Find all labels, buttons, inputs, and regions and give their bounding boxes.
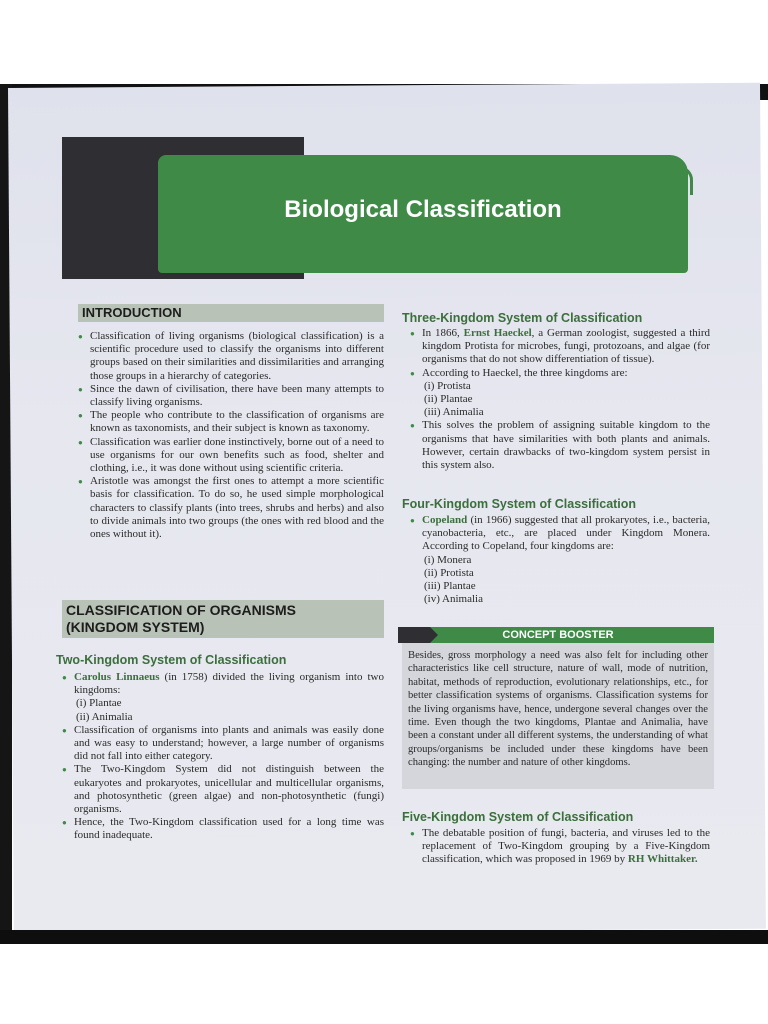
- classification-heading-line2: (KINGDOM SYSTEM): [66, 619, 205, 635]
- list-item: ● Classification of living organisms (biological classification) is a scientific procedure used to classify the organisms into different groups based on their similarities and dissimilarities and arranging those groups in a hierarchy of categories.: [78, 330, 384, 383]
- list-item: ● Since the dawn of civilisation, there have been many attempts to classify living organisms.: [78, 383, 384, 409]
- chapter-title: Biological Classification: [284, 196, 562, 223]
- introduction-heading: INTRODUCTION: [78, 304, 384, 322]
- list-item: ● The people who contribute to the classification of organisms are known as taxonomists, and their subject is known as taxonomy.: [78, 409, 384, 435]
- five-kingdom-list: [410, 827, 710, 867]
- list-item: ● Classification was earlier done instinctively, borne out of a need to use organisms for our own benefits such as food, shelter and clothing, i.e., it was done without using scientific criteria.: [78, 436, 384, 476]
- three-kingdom-list: [410, 327, 710, 472]
- concept-booster-heading: CONCEPT BOOSTER: [402, 627, 714, 643]
- concept-booster-arrow-icon: [398, 627, 438, 643]
- photo-dark-edge-bottom: [0, 930, 768, 944]
- scientist-name: Carolus Linnaeus: [74, 671, 160, 683]
- introduction-list: [78, 330, 384, 541]
- five-kingdom-heading: Five-Kingdom System of Classification: [402, 810, 634, 824]
- list-item: ● Hence, the Two-Kingdom classification used for a long time was found inadequate.: [62, 816, 384, 842]
- two-kingdom-heading: Two-Kingdom System of Classification: [56, 653, 287, 667]
- four-kingdom-heading: Four-Kingdom System of Classification: [402, 497, 637, 511]
- header-tab-decoration: [656, 166, 693, 195]
- kingdom-item: (ii) Protista: [424, 566, 474, 579]
- list-item: ● The Two-Kingdom System did not distinguish between the eukaryotes and prokaryotes, unicellular and multicellular organisms, and photosynthetic (green algae) and non-photosynthetic (fungi) organisms.: [62, 763, 384, 816]
- list-item: ● Carolus Linnaeus (in 1758) divided the living organism into two kingdoms:: [62, 671, 384, 697]
- classification-heading-line1: CLASSIFICATION OF ORGANISMS: [66, 602, 296, 618]
- list-item: ● In 1866, Ernst Haeckel, a German zoologist, suggested a third kingdom Protista for microbes, fungi, protozoans, and algae (for organisms that do not show differentiation of tissue).: [410, 327, 710, 367]
- four-kingdom-list: [410, 514, 710, 606]
- scientist-name: Copeland: [422, 514, 468, 526]
- list-item: ● According to Haeckel, the three kingdoms are:: [410, 367, 710, 380]
- kingdom-item: (ii) Animalia: [76, 710, 133, 723]
- list-item: ● Classification of organisms into plants and animals was easily done and was easy to understand; however, a large number of organisms did not fall into either category.: [62, 724, 384, 764]
- scientist-name: Ernst Haeckel: [463, 327, 532, 339]
- list-item: ● This solves the problem of assigning suitable kingdom to the organisms that have similarities with both plants and animals. However, certain drawbacks of two-kingdom system persist in this system also.: [410, 419, 710, 472]
- kingdom-item: (iii) Animalia: [424, 406, 484, 419]
- classification-heading: [62, 600, 384, 638]
- scientist-name: RH Whittaker.: [627, 853, 698, 866]
- list-item: ● The debatable position of fungi, bacteria, and viruses led to the replacement of Two-Kingdom grouping by a Five-Kingdom classification, which was proposed in 1969 by RH Whittaker.: [410, 827, 710, 867]
- kingdom-item: (i) Protista: [424, 379, 471, 392]
- kingdom-item: (ii) Plantae: [424, 393, 473, 406]
- kingdom-item: (iii) Plantae: [424, 580, 476, 593]
- list-item: ● Copeland (in 1966) suggested that all prokaryotes, i.e., bacteria, cyanobacteria, etc., are placed under Kingdom Monera. According to Copeland, four kingdoms are:: [410, 514, 710, 554]
- kingdom-item: (i) Plantae: [76, 697, 122, 710]
- kingdom-item: (i) Monera: [424, 553, 472, 566]
- list-item: ● Aristotle was amongst the first ones to attempt a more scientific basis for classification. To do so, he used simple morphological characters to classify plants (into trees, shrubs and herbs) and also to divide animals into two groups (the ones with red blood and the ones without it).: [78, 475, 384, 541]
- kingdom-item: (iv) Animalia: [424, 593, 483, 606]
- concept-booster-text: Besides, gross morphology a need was also felt for including other characteristics like cell structure, nature of wall, mode of nutrition, habitat, methods of reproduction, evolutionary relationships, etc., for better classification systems of organisms. Classification systems for the living organisms have, hence, undergone several changes over the time. Even though the two kingdoms, Plantae and Animalia, have been a constant under all different systems, the understanding of what groups/organisms be included under these kingdoms have been changing: the number and nature of other kingdoms.: [402, 643, 714, 789]
- three-kingdom-heading: Three-Kingdom System of Classification: [402, 311, 643, 325]
- two-kingdom-list: [62, 671, 384, 843]
